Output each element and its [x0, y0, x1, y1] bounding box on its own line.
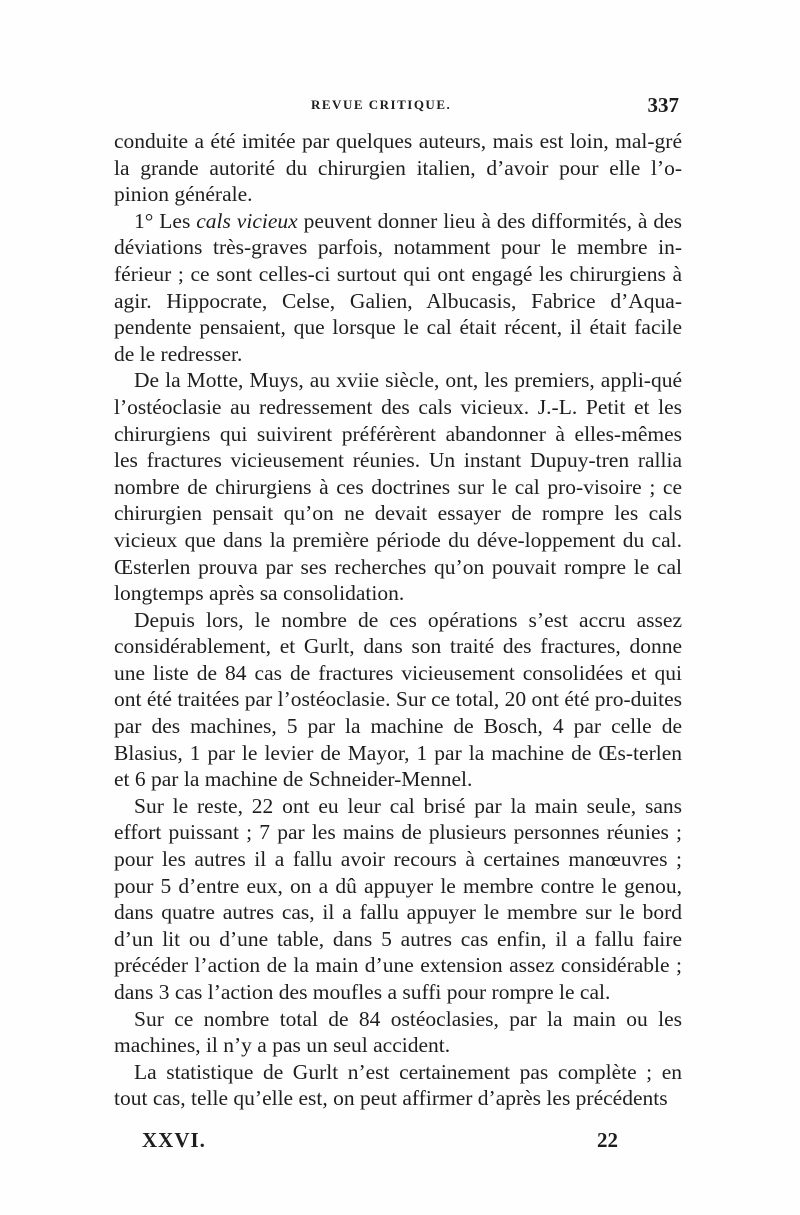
- paragraph-continuation: conduite a été imitée par quelques auteurs, mais est loin, mal-gré la grande autorité du chirurgien italien, d’avoir pour elle l’o-pinion générale.: [114, 129, 682, 207]
- paragraph-body: peuvent donner lieu à des difformités, à des déviations très-graves parfois, notamment pour le membre in-férieur ; ce sont celles-ci surtout qui ont engagé les chirurgiens à agir. Hippocrate, Celse, Galien, Albucasis, Fabrice d’Aqua-pendente pensaient, que lorsque le cal était récent, il était facile de le redresser.: [114, 208, 682, 366]
- paragraph-gurlt-list: Depuis lors, le nombre de ces opérations s’est accru assez considérablement, et Gurlt, dans son traité des fractures, donne une liste de 84 cas de fractures vicieusement consolidées et qui ont été traitées par l’ostéoclasie. Sur ce total, 20 ont été pro-duites par des machines, 5 par la machine de Bosch, 4 par celle de Blasius, 1 par le levier de Mayor, 1 par la machine de Œs-terlen et 6 par la machine de Schneider-Mennel.: [114, 607, 682, 792]
- signature-mark: XXVI.: [142, 1128, 206, 1152]
- paragraph-statistics: La statistique de Gurlt n’est certainement pas complète ; en tout cas, telle qu’elle est, on peut affirmer d’après les précédents: [114, 1059, 682, 1111]
- paragraph-lead: 1° Les: [134, 208, 197, 233]
- paragraph-manual-rupture: Sur le reste, 22 ont eu leur cal brisé par la main seule, sans effort puissant ; 7 par les mains de plusieurs personnes réunies ; pour les autres il a fallu avoir recours à certaines manœuvres ; pour 5 d’entre eux, on a dû appuyer le membre contre le genou, dans quatre autres cas, il a fallu appuyer le membre sur le bord d’un lit ou d’une table, dans 5 autres cas enfin, il a fallu faire précéder l’action de la main d’une extension assez considérable ; dans 3 cas l’action des moufles a suffi pour rompre le cal.: [114, 793, 682, 1004]
- paragraph-history: De la Motte, Muys, au xviie siècle, ont, les premiers, appli-qué l’ostéoclasie au redressement des cals vicieux. J.-L. Petit et les chirurgiens qui suivirent préférèrent abandonner à elles-mêmes les fractures vicieusement réunies. Un instant Dupuy-tren rallia nombre de chirurgiens à ces doctrines sur le cal pro-visoire ; ce chirurgien pensait qu’on ne devait essayer de rompre les cals vicieux que dans la première période du déve-loppement du cal. Œsterlen prouva par ses recherches qu’on pouvait rompre le cal longtemps après sa consolidation.: [114, 368, 682, 606]
- running-head: [113, 93, 685, 121]
- page-footer: [130, 1128, 618, 1154]
- italic-term: cals vicieux: [196, 208, 298, 233]
- running-title: REVUE CRITIQUE.: [311, 97, 452, 112]
- paragraph-cals-vicieux: [114, 208, 682, 368]
- sheet-number: 22: [597, 1128, 618, 1152]
- paragraph-no-accident: Sur ce nombre total de 84 ostéoclasies, par la main ou les machines, il n’y a pas un seul accident.: [114, 1006, 682, 1058]
- body-text: [114, 128, 682, 1112]
- page-number: 337: [647, 93, 679, 117]
